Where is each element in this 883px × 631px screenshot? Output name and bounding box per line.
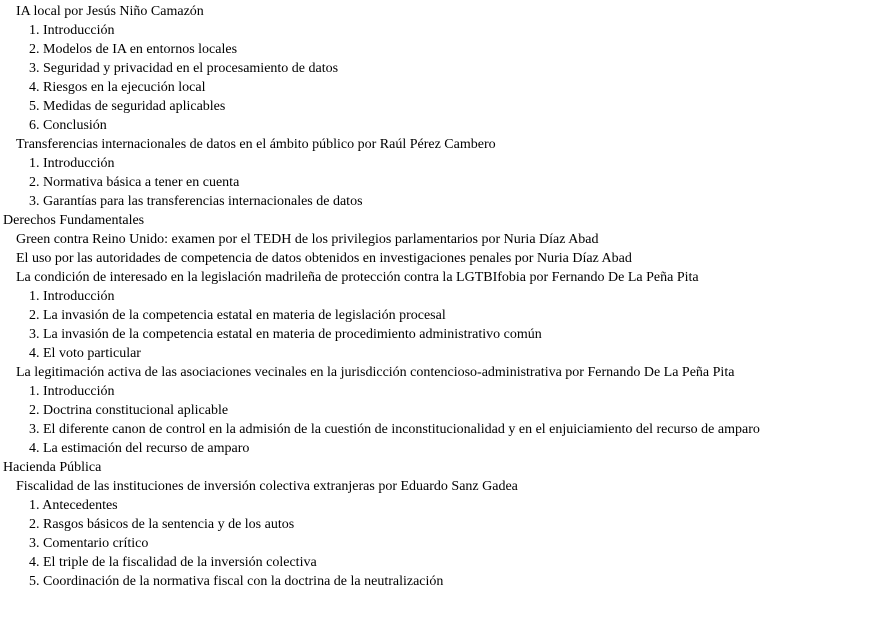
subsection-link[interactable]: 3. La invasión de la competencia estatal en materia de procedimiento administrativo común: [29, 327, 542, 342]
subsection-link[interactable]: 3. Seguridad y privacidad en el procesamiento de datos: [29, 61, 339, 76]
subsection-link[interactable]: 1. Introducción: [29, 289, 115, 304]
section-heading: Derechos Fundamentales: [3, 213, 145, 228]
article-link[interactable]: La legitimación activa de las asociaciones vecinales en la jurisdicción contencioso-administrativa por Fernando De La Peña Pita: [16, 365, 735, 380]
subsection-link[interactable]: 4. El voto particular: [29, 346, 141, 361]
article-link[interactable]: Transferencias internacionales de datos en el ámbito público por Raúl Pérez Cambero: [16, 137, 496, 152]
subsection-link[interactable]: 2. Doctrina constitucional aplicable: [29, 403, 229, 418]
subsection-link[interactable]: 5. Medidas de seguridad aplicables: [29, 99, 226, 114]
subsection-link[interactable]: 3. Comentario crítico: [29, 536, 149, 551]
subsection-link[interactable]: 4. La estimación del recurso de amparo: [29, 441, 250, 456]
subsection-link[interactable]: 5. Coordinación de la normativa fiscal con la doctrina de la neutralización: [29, 574, 444, 589]
article-link[interactable]: El uso por las autoridades de competencia de datos obtenidos en investigaciones penales por Nuria Díaz Abad: [16, 251, 632, 266]
subsection-link[interactable]: 1. Introducción: [29, 23, 115, 38]
table-of-contents: [0, 2, 883, 591]
subsection-link[interactable]: 4. Riesgos en la ejecución local: [29, 80, 206, 95]
subsection-link[interactable]: 4. El triple de la fiscalidad de la inversión colectiva: [29, 555, 317, 570]
subsection-link[interactable]: 6. Conclusión: [29, 118, 107, 133]
article-link[interactable]: IA local por Jesús Niño Camazón: [16, 4, 204, 19]
article-link[interactable]: La condición de interesado en la legislación madrileña de protección contra la LGTBIfobia por Fernando De La Peña Pita: [16, 270, 699, 285]
subsection-link[interactable]: 2. Normativa básica a tener en cuenta: [29, 175, 240, 190]
subsection-link[interactable]: 1. Antecedentes: [29, 498, 118, 513]
subsection-link[interactable]: 3. Garantías para las transferencias internacionales de datos: [29, 194, 363, 209]
subsection-link[interactable]: 1. Introducción: [29, 384, 115, 399]
subsection-link[interactable]: 2. Rasgos básicos de la sentencia y de los autos: [29, 517, 295, 532]
subsection-link[interactable]: 3. El diferente canon de control en la admisión de la cuestión de inconstitucionalidad y en el enjuiciamiento del recurso de amparo: [29, 422, 760, 437]
subsection-link[interactable]: 2. La invasión de la competencia estatal en materia de legislación procesal: [29, 308, 446, 323]
subsection-link[interactable]: 1. Introducción: [29, 156, 115, 171]
article-link[interactable]: Fiscalidad de las instituciones de inversión colectiva extranjeras por Eduardo Sanz Gadea: [16, 479, 518, 494]
section-heading: Hacienda Pública: [3, 460, 102, 475]
subsection-link[interactable]: 2. Modelos de IA en entornos locales: [29, 42, 238, 57]
article-link[interactable]: Green contra Reino Unido: examen por el TEDH de los privilegios parlamentarios por Nuria Díaz Abad: [16, 232, 599, 247]
